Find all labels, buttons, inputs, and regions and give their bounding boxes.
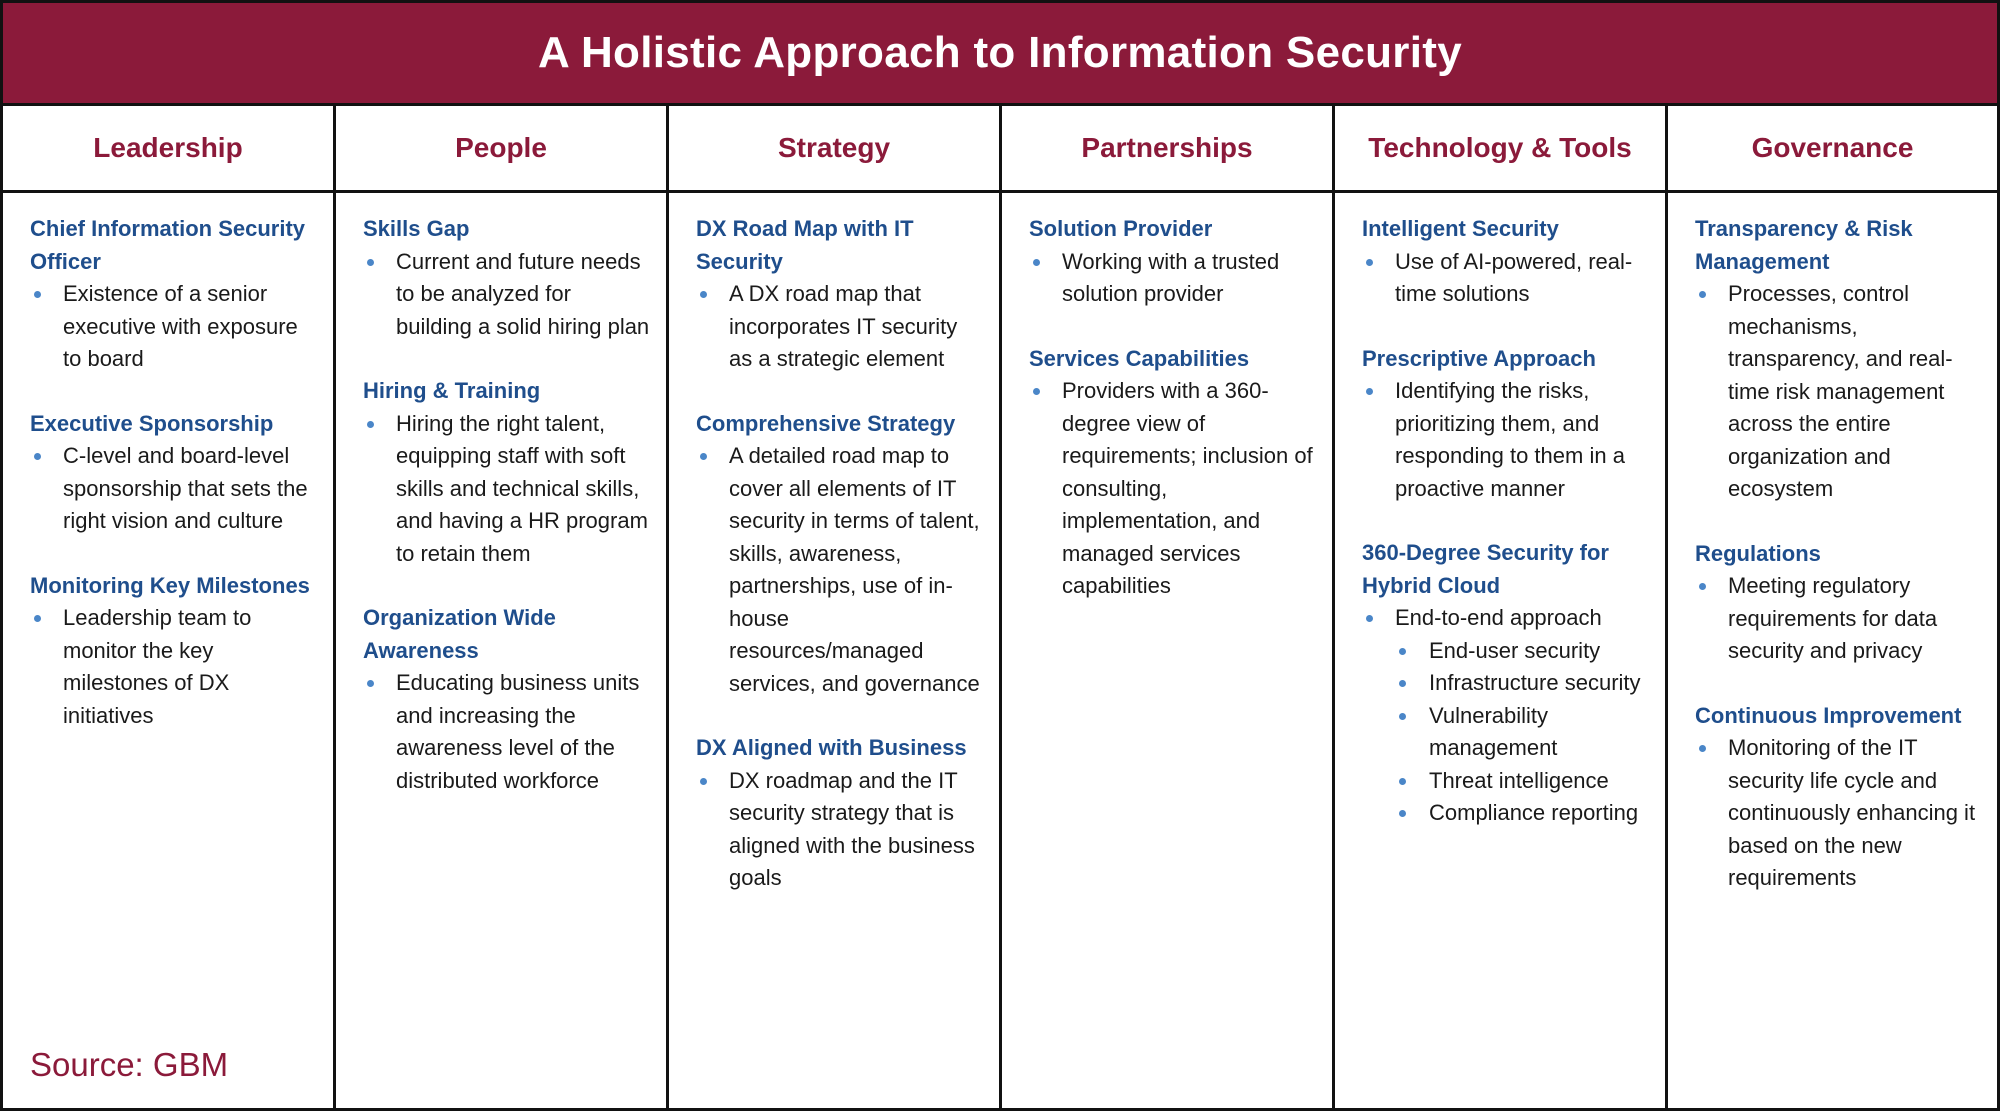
title-banner — [3, 3, 1997, 106]
column-governance — [1668, 106, 1997, 1108]
section-title: DX Road Map with IT Security — [696, 216, 914, 274]
section-block — [30, 408, 317, 538]
section-block — [1695, 538, 1981, 668]
section-title: Prescriptive Approach — [1362, 345, 1596, 371]
sub-bullet-item: End-user security — [1395, 635, 1649, 668]
section-block — [1362, 537, 1649, 830]
bullet-item: A DX road map that incorporates IT security as a strategic element — [696, 278, 983, 376]
bullet-list — [363, 667, 650, 797]
column-body — [669, 193, 999, 895]
section-block — [696, 732, 983, 895]
bullet-item: Leadership team to monitor the key milestones of DX initiatives — [30, 602, 317, 732]
column-body — [336, 193, 666, 797]
section-block — [1362, 213, 1649, 311]
column-body — [3, 193, 333, 732]
section-title: Chief Information Security Officer — [30, 216, 306, 274]
bullet-item: C-level and board-level sponsorship that sets the right vision and culture — [30, 440, 317, 538]
section-title: Transparency & Risk Management — [1695, 216, 1913, 274]
section-block — [1695, 213, 1981, 506]
section-title: 360-Degree Security for Hybrid Cloud — [1362, 540, 1609, 598]
bullet-list — [363, 408, 650, 571]
columns-container — [3, 106, 1997, 1108]
column-header: Governance — [1668, 106, 1997, 193]
sub-bullet-item: Vulnerability management — [1395, 700, 1649, 765]
bullet-list — [1695, 278, 1981, 506]
section-block — [696, 408, 983, 701]
section-title: Comprehensive Strategy — [696, 410, 956, 436]
section-title: DX Aligned with Business — [696, 735, 967, 760]
section-block — [1695, 700, 1981, 895]
section-title: Solution Provider — [1029, 216, 1213, 241]
bullet-list — [696, 765, 983, 895]
bullet-item: Identifying the risks, prioritizing them, and responding to them in a proactive manner — [1362, 375, 1649, 505]
bullet-item: Current and future needs to be analyzed for building a solid hiring plan — [363, 246, 650, 344]
section-title: Monitoring Key Milestones — [30, 572, 310, 598]
bullet-list — [30, 440, 317, 538]
column-header: People — [336, 106, 666, 193]
sub-bullet-item: Compliance reporting — [1395, 797, 1649, 830]
page-title: A Holistic Approach to Information Security — [538, 28, 1462, 77]
bullet-item: Use of AI-powered, real-time solutions — [1362, 246, 1649, 311]
section-block — [363, 602, 650, 797]
column-strategy — [669, 106, 1002, 1108]
column-body — [1335, 193, 1665, 830]
bullet-list — [1362, 375, 1649, 505]
bullet-list — [1362, 246, 1649, 311]
bullet-item: End-to-end approach End-user security Infrastructure security Vulnerability management Threat intelligence Compliance reporting — [1362, 602, 1649, 830]
column-body — [1002, 193, 1332, 603]
bullet-item: Existence of a senior executive with exposure to board — [30, 278, 317, 376]
section-block — [1029, 343, 1316, 603]
column-people — [336, 106, 669, 1108]
section-title: Regulations — [1695, 540, 1821, 566]
section-title: Intelligent Security — [1362, 216, 1559, 241]
bullet-item: Providers with a 360-degree view of requirements; inclusion of consulting, implementation, and managed services capabilities — [1029, 375, 1316, 603]
bullet-list — [1029, 246, 1316, 311]
section-block — [363, 213, 650, 343]
section-block — [30, 570, 317, 733]
column-leadership — [3, 106, 336, 1108]
bullet-list — [363, 246, 650, 344]
source-note: Source: GBM — [30, 1046, 229, 1083]
bullet-list — [1695, 570, 1981, 668]
bullet-list — [1362, 602, 1649, 830]
bullet-item: DX roadmap and the IT security strategy that is aligned with the business goals — [696, 765, 983, 895]
column-header: Strategy — [669, 106, 999, 193]
bullet-item: Educating business units and increasing the awareness level of the distributed workforce — [363, 667, 650, 797]
bullet-list — [30, 602, 317, 732]
section-block — [1029, 213, 1316, 311]
section-block — [30, 213, 317, 376]
bullet-item: A detailed road map to cover all elements of IT security in terms of talent, skills, awareness, partnerships, use of in-house resources/managed services, and governance — [696, 440, 983, 700]
section-title: Continuous Improvement — [1695, 702, 1962, 728]
section-title: Skills Gap — [363, 216, 470, 241]
section-block — [1362, 343, 1649, 506]
sub-bullet-list — [1395, 635, 1649, 830]
bullet-item: Processes, control mechanisms, transparency, and real-time risk management across the entire organization and ecosystem — [1695, 278, 1981, 506]
column-header: Technology & Tools — [1335, 106, 1665, 193]
sub-bullet-item: Infrastructure security — [1395, 667, 1649, 700]
sub-bullet-item: Threat intelligence — [1395, 765, 1649, 798]
bullet-list — [696, 440, 983, 700]
column-partnerships — [1002, 106, 1335, 1108]
section-title: Organization Wide Awareness — [363, 605, 556, 663]
section-title: Services Capabilities — [1029, 345, 1250, 371]
section-block — [696, 213, 983, 376]
bullet-item: Hiring the right talent, equipping staff with soft skills and technical skills, and having a HR program to retain them — [363, 408, 650, 571]
bullet-list — [1695, 732, 1981, 895]
section-block — [363, 375, 650, 570]
section-title: Hiring & Training — [363, 378, 541, 403]
bullet-list — [696, 278, 983, 376]
column-body — [1668, 193, 1997, 895]
bullet-list — [30, 278, 317, 376]
bullet-list — [1029, 375, 1316, 603]
section-title: Executive Sponsorship — [30, 410, 274, 436]
column-technology-and-tools — [1335, 106, 1668, 1108]
bullet-item: Working with a trusted solution provider — [1029, 246, 1316, 311]
bullet-item: Monitoring of the IT security life cycle and continuously enhancing it based on the new requirements — [1695, 732, 1981, 895]
column-header: Partnerships — [1002, 106, 1332, 193]
bullet-item: Meeting regulatory requirements for data security and privacy — [1695, 570, 1981, 668]
column-header: Leadership — [3, 106, 333, 193]
